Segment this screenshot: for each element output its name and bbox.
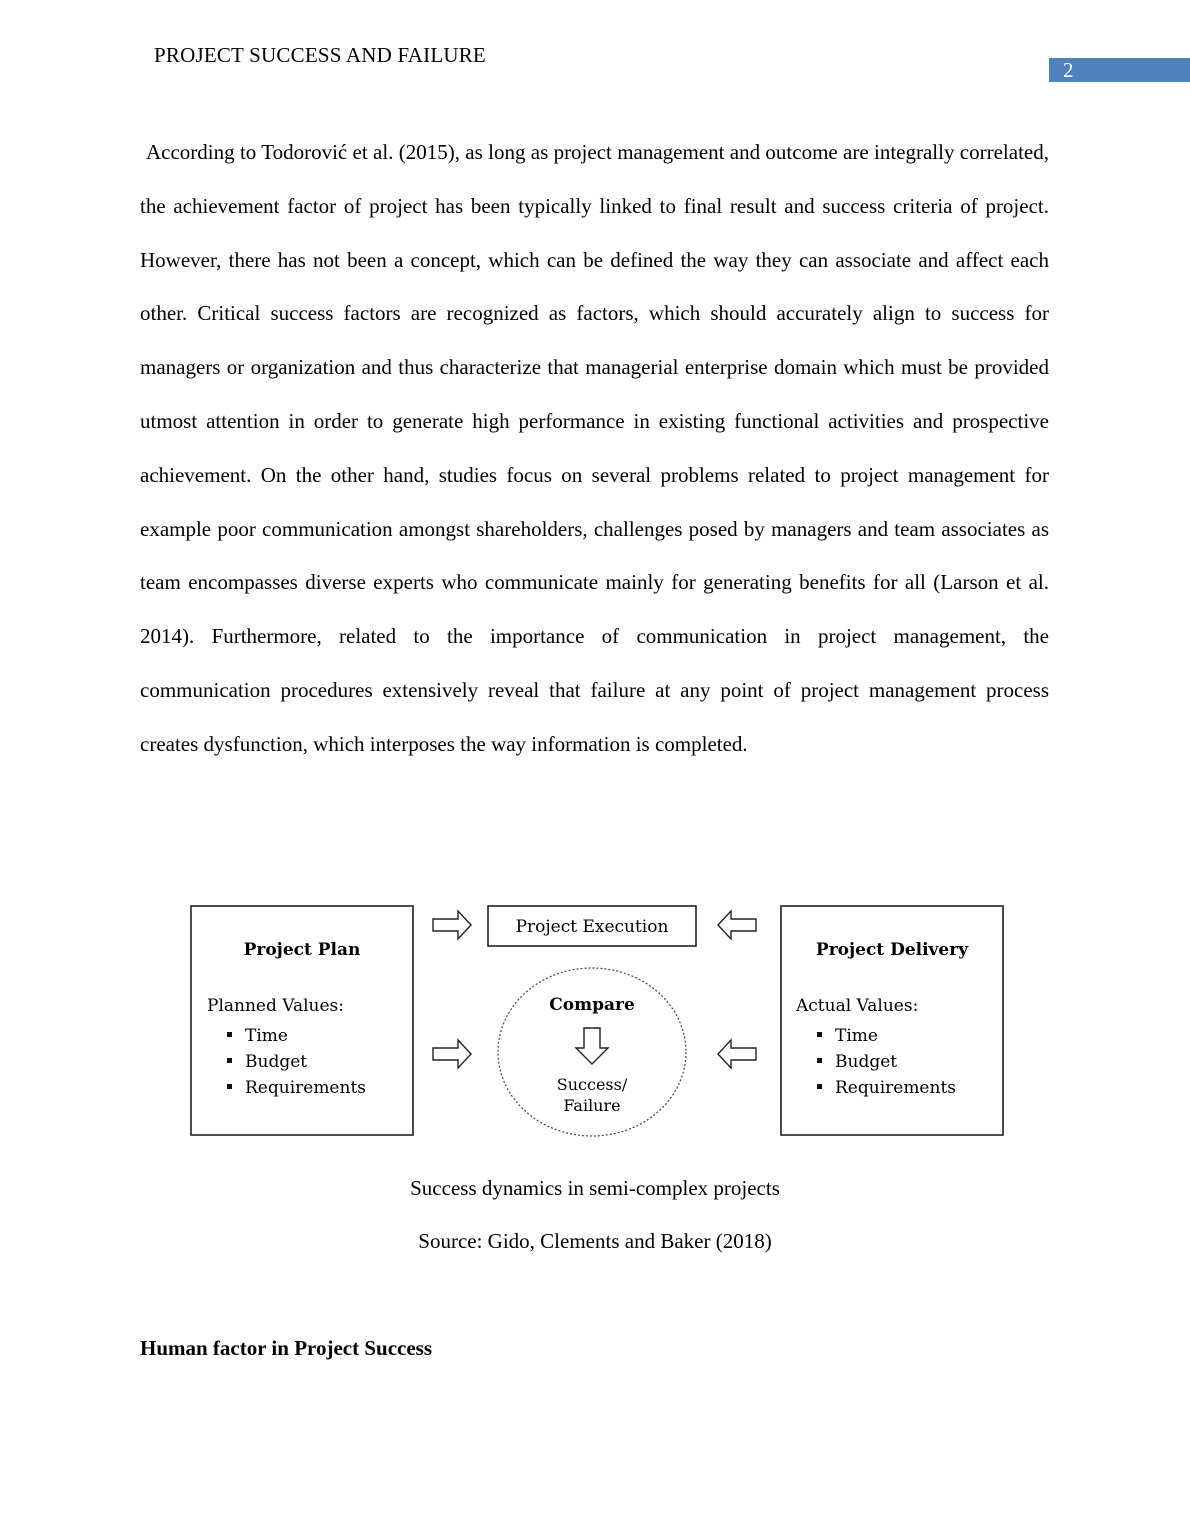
right-arrow-icon [433, 911, 471, 939]
delivery-title: Project Delivery [815, 940, 969, 960]
plan-item-budget: Budget [245, 1052, 308, 1072]
compare-result-line1: Success/ [556, 1075, 628, 1094]
delivery-item-requirements: Requirements [835, 1078, 957, 1098]
figure-caption: Success dynamics in semi-complex projects [410, 1176, 780, 1200]
right-arrow-icon [433, 1040, 471, 1068]
page-number: 2 [1063, 58, 1074, 82]
body-paragraph-text: According to Todorović et al. (2015), as long as project management and outcome are integrally correlated, the achievement factor of project has been typically linked to final result and success criteria of project. However, there has not been a concept, which can be defined the way they can associate and affect each other. Critical success factors are recognized as factors, which should accurately align to success for managers or organization and thus characterize that managerial enterprise domain which must be provided utmost attention in order to generate high performance in existing functional activities and prospective achievement. On the other hand, studies focus on several problems related to project management for example poor communication amongst shareholders, challenges posed by managers and team associates as team encompasses diverse experts who communicate mainly for generating benefits for all (Larson et al. 2014). Furthermore, related to the importance of communication in project management, the communication procedures extensively reveal that failure at any point of project management process creates dysfunction, which interposes the way information is completed. [140, 140, 1049, 756]
bullet-icon [227, 1084, 232, 1089]
delivery-item-time: Time [835, 1026, 878, 1046]
plan-title: Project Plan [243, 940, 361, 960]
bullet-icon [817, 1058, 822, 1063]
delivery-item-budget: Budget [835, 1052, 898, 1072]
plan-item-requirements: Requirements [245, 1078, 367, 1098]
body-paragraph [140, 126, 1049, 772]
bullet-icon [817, 1032, 822, 1037]
down-arrow-icon [576, 1028, 608, 1064]
section-heading: Human factor in Project Success [140, 1336, 433, 1360]
bullet-icon [817, 1084, 822, 1089]
plan-item-time: Time [245, 1026, 288, 1046]
page-number-bar [1049, 58, 1190, 82]
compare-result-line2: Failure [563, 1096, 621, 1115]
left-arrow-icon [718, 911, 756, 939]
compare-title: Compare [549, 995, 635, 1015]
success-dynamics-figure [188, 900, 1006, 1148]
bullet-icon [227, 1058, 232, 1063]
plan-subtitle: Planned Values: [207, 996, 345, 1016]
execution-label: Project Execution [515, 917, 669, 937]
figure-diagram [188, 900, 1006, 1148]
bullet-icon [227, 1032, 232, 1037]
left-arrow-icon [718, 1040, 756, 1068]
running-head: PROJECT SUCCESS AND FAILURE [154, 43, 486, 67]
figure-source: Source: Gido, Clements and Baker (2018) [418, 1229, 772, 1253]
delivery-subtitle: Actual Values: [796, 996, 919, 1016]
